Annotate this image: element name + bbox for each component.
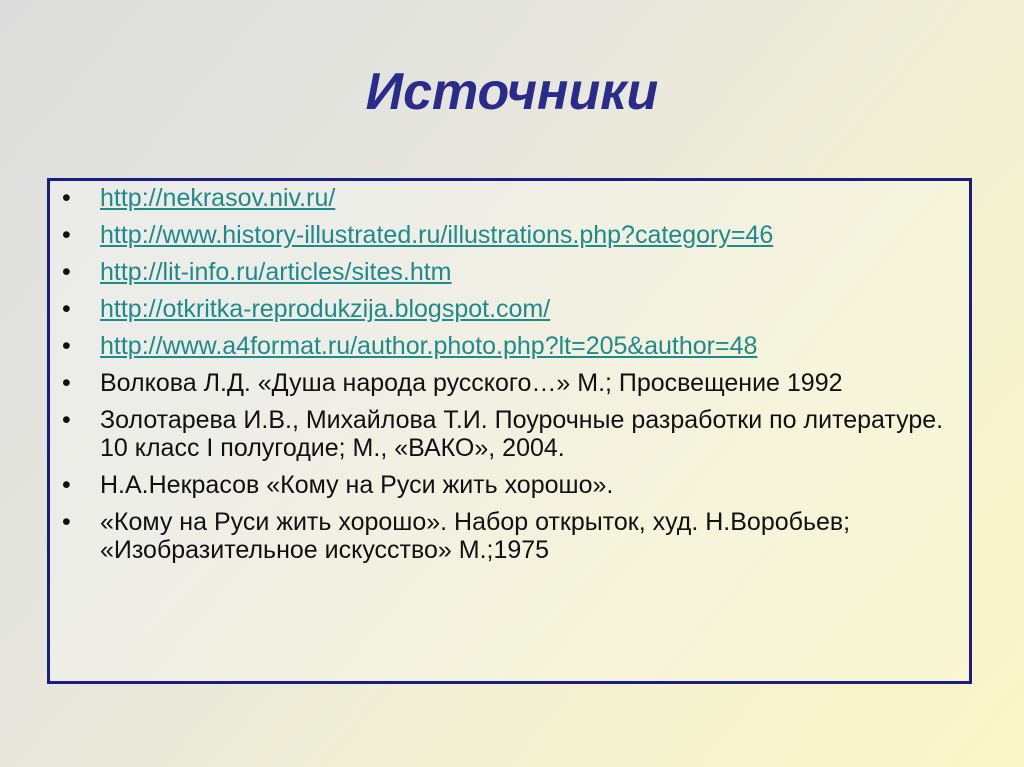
sources-box [47,178,972,684]
list-item [50,258,959,286]
list-item [50,295,959,323]
list-item [50,471,959,499]
source-link[interactable]: http://www.a4format.ru/author.photo.php?lt=205&author=48 [100,332,758,360]
bullet-icon: • [62,184,71,212]
bullet-icon: • [62,369,71,397]
bullet-icon: • [62,406,71,434]
source-citation: Волкова Л.Д. «Душа народа русского…» М.; Просвещение 1992 [100,369,843,397]
list-item [50,508,959,564]
source-link[interactable]: http://www.history-illustrated.ru/illustrations.php?category=46 [100,221,774,249]
list-item [50,369,959,397]
list-item [50,184,959,212]
source-link[interactable]: http://nekrasov.niv.ru/ [100,184,336,212]
bullet-icon: • [62,508,71,536]
bullet-icon: • [62,471,71,499]
source-link[interactable]: http://otkritka-reprodukzija.blogspot.com/ [100,295,551,323]
source-citation: Н.А.Некрасов «Кому на Руси жить хорошо». [100,471,614,499]
list-item [50,332,959,360]
bullet-icon: • [62,295,71,323]
list-item [50,221,959,249]
sources-list [50,184,959,573]
slide-title: Источники [365,63,659,121]
bullet-icon: • [62,332,71,360]
source-citation: Золотарева И.В., Михайлова Т.И. Поурочные разработки по литературе. 10 класс I полугодие; М., «ВАКО», 2004. [100,406,944,462]
source-link[interactable]: http://lit-info.ru/articles/sites.htm [100,258,452,286]
bullet-icon: • [62,258,71,286]
bullet-icon: • [62,221,71,249]
list-item [50,406,959,462]
source-citation: «Кому на Руси жить хорошо». Набор открыток, худ. Н.Воробьев; «Изобразительное искусство» М.;1975 [100,508,851,564]
